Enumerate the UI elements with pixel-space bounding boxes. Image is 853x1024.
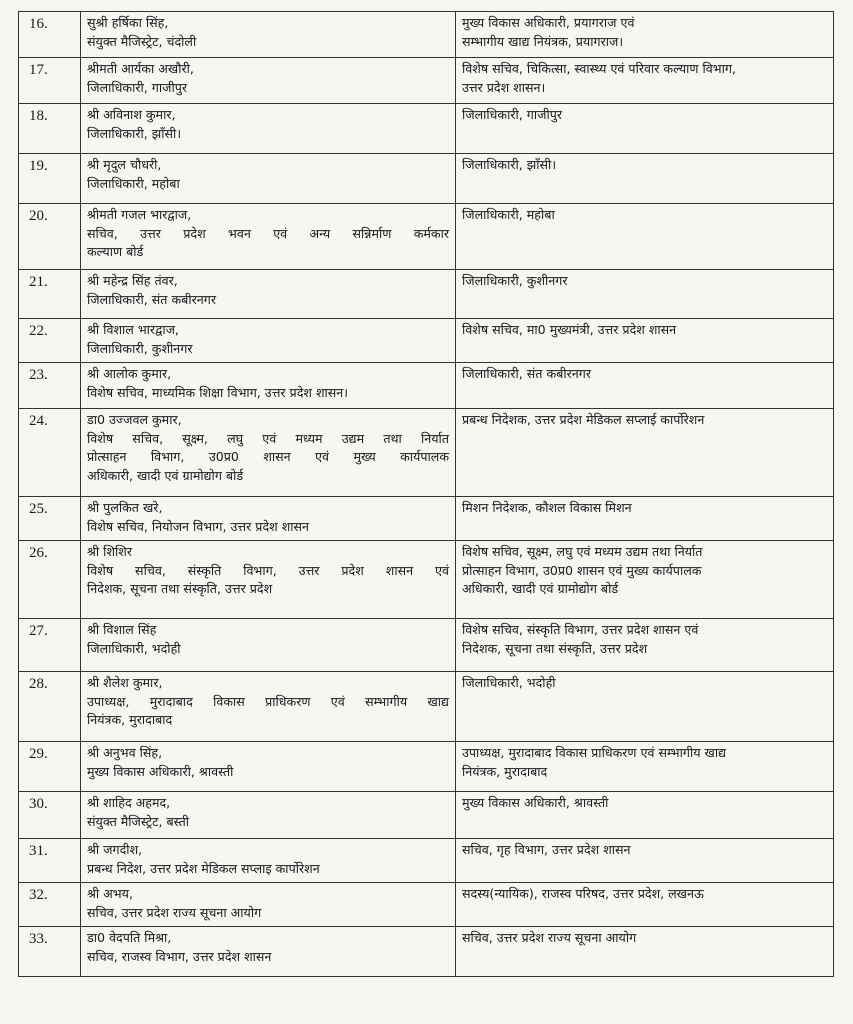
current-posting-line: विशेष सचिव, नियोजन विभाग, उत्तर प्रदेश शासन [87, 518, 310, 534]
current-posting-cell [81, 104, 456, 154]
table-row [19, 883, 834, 927]
current-posting-cell [81, 541, 456, 619]
current-posting-cell [81, 58, 456, 104]
table-row [19, 363, 834, 409]
current-posting-line: नियंत्रक, मुरादाबाद [87, 712, 173, 727]
officer-name: डा0 वेदपति मिश्रा, [87, 930, 172, 945]
new-posting-line: विशेष सचिव, सूक्ष्म, लघु एवं मध्यम उद्यम तथा निर्यात [462, 544, 703, 559]
table-row [19, 672, 834, 742]
new-posting-line: सचिव, गृह विभाग, उत्तर प्रदेश शासन [462, 842, 631, 857]
table-row [19, 742, 834, 792]
table-row [19, 541, 834, 619]
new-posting-line: जिलाधिकारी, कुशीनगर [462, 273, 568, 288]
new-posting-line: मिशन निदेशक, कौशल विकास मिशन [462, 500, 632, 515]
serial-number: 18. [19, 104, 81, 154]
current-posting-line: जिलाधिकारी, संत कबीरनगर [87, 291, 216, 307]
current-posting-cell [81, 883, 456, 927]
serial-number: 33. [19, 927, 81, 977]
new-posting-cell [456, 58, 834, 104]
new-posting-cell [456, 792, 834, 839]
new-posting-line: सदस्य(न्यायिक), राजस्व परिषद, उत्तर प्रदेश, लखनऊ [462, 886, 704, 901]
new-posting-line: जिलाधिकारी, महोबा [462, 207, 555, 222]
officer-name: श्रीमती गजल भारद्वाज, [87, 207, 192, 222]
current-posting-line: जिलाधिकारी, गाजीपुर [87, 79, 188, 95]
table-row [19, 319, 834, 363]
current-posting-line: निदेशक, सूचना तथा संस्कृति, उत्तर प्रदेश [87, 581, 273, 596]
new-posting-cell [456, 363, 834, 409]
current-posting-line: जिलाधिकारी, कुशीनगर [87, 340, 193, 356]
officer-name: श्री मृदुल चौधरी, [87, 157, 162, 172]
current-posting-line: संयुक्त मैजिस्ट्रेट, चंदोली [87, 33, 197, 49]
officer-name: श्री पुलकित खरे, [87, 500, 163, 515]
new-posting-line: सम्भागीय खाद्य नियंत्रक, प्रयागराज। [462, 33, 624, 49]
new-posting-cell [456, 927, 834, 977]
current-posting-line: कल्याण बोर्ड [87, 244, 144, 259]
current-posting-line: जिलाधिकारी, महोबा [87, 175, 180, 191]
new-posting-cell [456, 12, 834, 58]
new-posting-cell [456, 672, 834, 742]
new-posting-line: विशेष सचिव, चिकित्सा, स्वास्थ्य एवं परिवार कल्याण विभाग, [462, 61, 736, 76]
new-posting-cell [456, 319, 834, 363]
serial-number: 19. [19, 154, 81, 204]
table-row [19, 58, 834, 104]
current-posting-line: जिलाधिकारी, भदोही [87, 640, 181, 656]
table-body [19, 12, 834, 977]
new-posting-cell [456, 839, 834, 883]
transfer-table [18, 11, 834, 977]
officer-name: सुश्री हर्षिका सिंह, [87, 15, 169, 30]
serial-number: 26. [19, 541, 81, 619]
new-posting-line: मुख्य विकास अधिकारी, प्रयागराज एवं [462, 15, 635, 30]
new-posting-cell [456, 742, 834, 792]
new-posting-line: उपाध्यक्ष, मुरादाबाद विकास प्राधिकरण एवं सम्भागीय खाद्य [462, 745, 727, 760]
new-posting-cell [456, 154, 834, 204]
officer-name: श्री अविनाश कुमार, [87, 107, 176, 122]
officer-name: श्री शिशिर [87, 544, 132, 559]
table-row [19, 497, 834, 541]
current-posting-cell [81, 619, 456, 672]
current-posting-line: प्रोत्साहन विभाग, उ0प्र0 शासन एवं मुख्य कार्यपालक [87, 449, 449, 464]
officer-name: श्री महेन्द्र सिंह तंवर, [87, 273, 178, 288]
officer-name: श्री जगदीश, [87, 842, 143, 857]
new-posting-line: उत्तर प्रदेश शासन। [462, 79, 546, 95]
new-posting-line: सचिव, उत्तर प्रदेश राज्य सूचना आयोग [462, 930, 637, 945]
new-posting-line: नियंत्रक, मुरादाबाद [462, 763, 548, 779]
table-row [19, 839, 834, 883]
new-posting-cell [456, 409, 834, 497]
table-row [19, 104, 834, 154]
serial-number: 27. [19, 619, 81, 672]
serial-number: 16. [19, 12, 81, 58]
table-row [19, 927, 834, 977]
new-posting-cell [456, 497, 834, 541]
new-posting-cell [456, 104, 834, 154]
current-posting-line: सचिव, उत्तर प्रदेश भवन एवं अन्य सन्निर्माण कर्मकार [87, 225, 449, 241]
current-posting-line: विशेष सचिव, संस्कृति विभाग, उत्तर प्रदेश शासन एवं [87, 562, 449, 578]
new-posting-line: अधिकारी, खादी एवं ग्रामोद्योग बोर्ड [462, 581, 619, 596]
current-posting-cell [81, 363, 456, 409]
current-posting-line: सचिव, उत्तर प्रदेश राज्य सूचना आयोग [87, 904, 262, 920]
serial-number: 20. [19, 204, 81, 270]
serial-number: 32. [19, 883, 81, 927]
officer-name: श्री अभय, [87, 886, 133, 901]
current-posting-line: सचिव, राजस्व विभाग, उत्तर प्रदेश शासन [87, 948, 272, 964]
new-posting-cell [456, 883, 834, 927]
new-posting-cell [456, 204, 834, 270]
current-posting-cell [81, 742, 456, 792]
officer-name: डा0 उज्जवल कुमार, [87, 412, 182, 427]
current-posting-cell [81, 409, 456, 497]
officer-name: श्री विशाल सिंह [87, 622, 157, 637]
table-row [19, 792, 834, 839]
table-row [19, 409, 834, 497]
serial-number: 22. [19, 319, 81, 363]
current-posting-cell [81, 839, 456, 883]
new-posting-line: मुख्य विकास अधिकारी, श्रावस्ती [462, 795, 609, 810]
table-row [19, 12, 834, 58]
transfer-list-page [18, 11, 833, 977]
current-posting-cell [81, 204, 456, 270]
serial-number: 23. [19, 363, 81, 409]
current-posting-line: जिलाधिकारी, झाँसी। [87, 125, 182, 141]
current-posting-cell [81, 12, 456, 58]
current-posting-cell [81, 672, 456, 742]
serial-number: 25. [19, 497, 81, 541]
new-posting-line: प्रोत्साहन विभाग, उ0प्र0 शासन एवं मुख्य कार्यपालक [462, 562, 702, 578]
serial-number: 17. [19, 58, 81, 104]
serial-number: 30. [19, 792, 81, 839]
new-posting-line: विशेष सचिव, संस्कृति विभाग, उत्तर प्रदेश शासन एवं [462, 622, 699, 637]
new-posting-cell [456, 541, 834, 619]
new-posting-line: निदेशक, सूचना तथा संस्कृति, उत्तर प्रदेश [462, 640, 648, 656]
officer-name: श्री शाहिद अहमद, [87, 795, 171, 810]
serial-number: 31. [19, 839, 81, 883]
current-posting-line: प्रबन्ध निदेश, उत्तर प्रदेश मेडिकल सप्लाइ कार्पोरेशन [87, 860, 320, 876]
serial-number: 28. [19, 672, 81, 742]
serial-number: 29. [19, 742, 81, 792]
new-posting-cell [456, 270, 834, 319]
new-posting-line: जिलाधिकारी, झाँसी। [462, 157, 557, 172]
officer-name: श्री अनुभव सिंह, [87, 745, 163, 760]
table-row [19, 270, 834, 319]
current-posting-line: अधिकारी, खादी एवं ग्रामोद्योग बोर्ड [87, 467, 244, 483]
table-row [19, 619, 834, 672]
table-row [19, 154, 834, 204]
new-posting-line: विशेष सचिव, मा0 मुख्यमंत्री, उत्तर प्रदेश शासन [462, 322, 677, 337]
new-posting-line: जिलाधिकारी, गाजीपुर [462, 107, 563, 122]
current-posting-line: मुख्य विकास अधिकारी, श्रावस्ती [87, 763, 234, 779]
current-posting-line: विशेष सचिव, माध्यमिक शिक्षा विभाग, उत्तर प्रदेश शासन। [87, 384, 349, 400]
current-posting-cell [81, 792, 456, 839]
current-posting-line: उपाध्यक्ष, मुरादाबाद विकास प्राधिकरण एवं सम्भागीय खाद्य [87, 693, 449, 709]
serial-number: 24. [19, 409, 81, 497]
officer-name: श्रीमती आर्यका अखौरी, [87, 61, 194, 76]
current-posting-cell [81, 497, 456, 541]
table-row [19, 204, 834, 270]
current-posting-cell [81, 927, 456, 977]
current-posting-cell [81, 270, 456, 319]
officer-name: श्री आलोक कुमार, [87, 366, 172, 381]
officer-name: श्री विशाल भारद्वाज, [87, 322, 179, 337]
new-posting-cell [456, 619, 834, 672]
serial-number: 21. [19, 270, 81, 319]
current-posting-cell [81, 319, 456, 363]
current-posting-line: संयुक्त मैजिस्ट्रेट, बस्ती [87, 813, 190, 829]
new-posting-line: जिलाधिकारी, भदोही [462, 675, 556, 690]
current-posting-line: विशेष सचिव, सूक्ष्म, लघु एवं मध्यम उद्यम तथा निर्यात [87, 430, 449, 446]
officer-name: श्री शैलेश कुमार, [87, 675, 163, 690]
current-posting-cell [81, 154, 456, 204]
new-posting-line: जिलाधिकारी, संत कबीरनगर [462, 366, 591, 381]
new-posting-line: प्रबन्ध निदेशक, उत्तर प्रदेश मेडिकल सप्लाई कार्पोरेशन [462, 412, 705, 427]
